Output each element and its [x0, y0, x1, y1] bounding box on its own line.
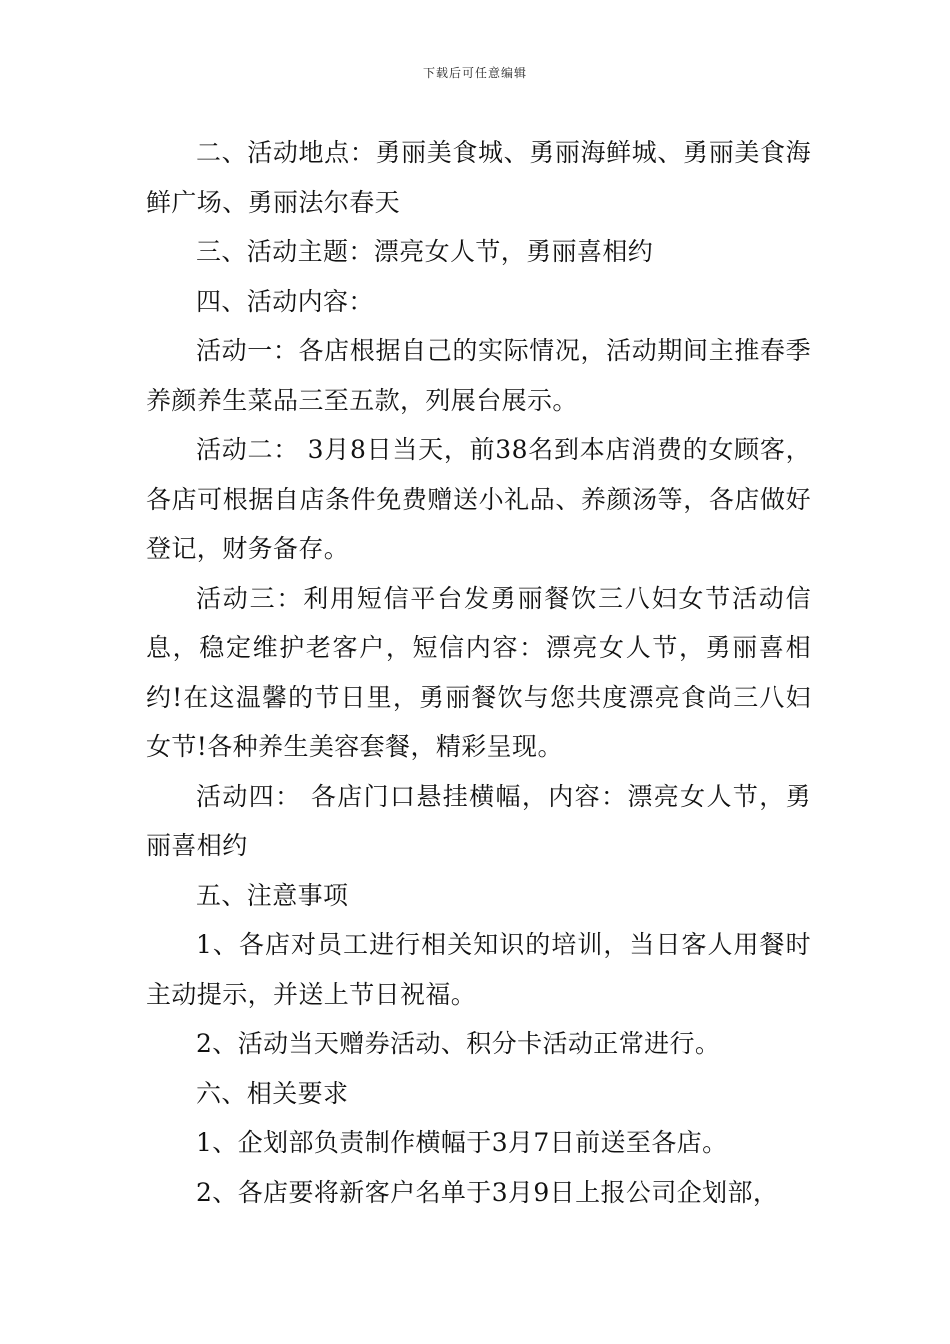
activity-three: 活动三：利用短信平台发勇丽餐饮三八妇女节活动信息，稳定维护老客户，短信内容：漂亮女人节，勇丽喜相约!在这温馨的节日里，勇丽餐饮与您共度漂亮食尚三八妇女节!各种养生美容套餐，精彩呈现。: [146, 583, 811, 761]
activity-one: 活动一：各店根据自己的实际情况，活动期间主推春季养颜养生菜品三至五款，列展台展示。: [146, 336, 811, 415]
requirement-item-1: 1、企划部负责制作横幅于3月7日前送至各店。: [196, 1128, 728, 1157]
section-location: 二、活动地点：勇丽美食城、勇丽海鲜城、勇丽美食海鲜广场、勇丽法尔春天: [146, 138, 811, 217]
activity-two: 活动二： 3月8日当天，前38名到本店消费的女顾客，各店可根据自店条件免费赠送小礼品、养颜汤等，各店做好登记，财务备存。: [146, 435, 811, 563]
document-body: [146, 128, 811, 1217]
section-content-heading: 四、活动内容：: [196, 286, 374, 316]
requirement-item-2: 2、各店要将新客户名单于3月9日上报公司企划部，: [196, 1177, 779, 1207]
section-notes-heading: 五、注意事项: [196, 880, 349, 910]
note-item-1: 1、各店对员工进行相关知识的培训，当日客人用餐时主动提示，并送上节日祝福。: [146, 930, 811, 1009]
note-item-2: 2、活动当天赠券活动、积分卡活动正常进行。: [196, 1029, 721, 1058]
page-header-note: 下载后可任意编辑: [422, 66, 527, 80]
section-theme: 三、活动主题：漂亮女人节，勇丽喜相约: [196, 237, 654, 266]
section-requirements-heading: 六、相关要求: [196, 1078, 349, 1108]
activity-four: 活动四： 各店门口悬挂横幅，内容：漂亮女人节，勇丽喜相约: [146, 781, 811, 860]
